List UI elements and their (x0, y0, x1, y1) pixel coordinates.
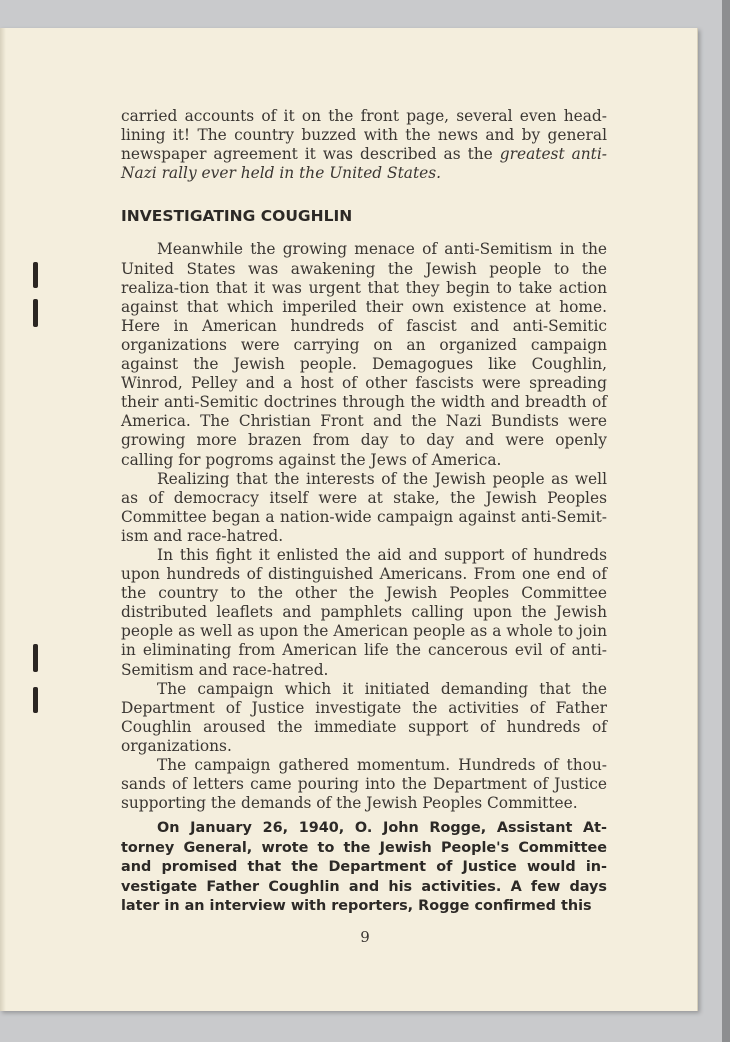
body-paragraph: Realizing that the interests of the Jewish people as well as of democracy itself were at stake, the Jewish Peoples Committee began a nation-wide campaign against anti-Semit-ism and race-hatred. (121, 469, 607, 545)
binding-hole-mark (33, 262, 38, 288)
scan-background-top (0, 0, 722, 28)
binding-hole-mark (33, 687, 38, 713)
binding-hole-mark (33, 644, 38, 672)
bold-paragraph: On January 26, 1940, O. John Rogge, Assistant At-torney General, wrote to the Jewish People's Committee and promised that the Department of Justice would in-vestigate Father Coughlin and his activities. A few days later in an interview with reporters, Rogge confirmed this (121, 820, 607, 914)
page-binding-shadow (0, 28, 6, 1011)
opening-paragraph (121, 107, 607, 183)
page-number: 9 (360, 928, 370, 946)
scan-edge-strip (722, 0, 730, 1042)
page-text (121, 107, 607, 916)
opening-text: carried accounts of it on the front page, several even head-lining it! The country buzzed with the news and by general newspaper agreement it was described as the (121, 107, 607, 164)
section-heading: INVESTIGATING COUGHLIN (121, 207, 353, 226)
binding-hole-mark (33, 299, 38, 327)
body-paragraph: The campaign which it initiated demanding that the Department of Justice investigate the activities of Father Coughlin aroused the immediate support of hundreds of organizations. (121, 679, 607, 755)
opening-emphasis: greatest anti-Nazi rally ever held in the United States. (121, 145, 607, 183)
body-paragraph: The campaign gathered momentum. Hundreds of thou-sands of letters came pouring into the Department of Justice supporting the demands of the Jewish Peoples Committee. (121, 756, 607, 813)
body-paragraph: Meanwhile the growing menace of anti-Semitism in the United States was awakening the Jewish people to the realiza-tion that it was urgent that they begin to take action against that which imperiled their own existence at home. Here in American hundreds of fascist and anti-Semitic organizations were carrying on an organized campaign against the Jewish people. Demagogues like Coughlin, Winrod, Pelley and a host of other fascists were spreading their anti-Semitic doctrines through the width and breadth of America. The Christian Front and the Nazi Bundists were growing more brazen from day to day and were openly calling for pogroms against the Jews of America. (121, 240, 607, 469)
body-paragraph: In this fight it enlisted the aid and support of hundreds upon hundreds of distinguished Americans. From one end of the country to the other the Jewish Peoples Committee distributed leaflets and pamphlets calling upon the Jewish people as well as upon the American people as a whole to join in eliminating from American life the cancerous evil of anti-Semitism and race-hatred. (121, 545, 607, 679)
